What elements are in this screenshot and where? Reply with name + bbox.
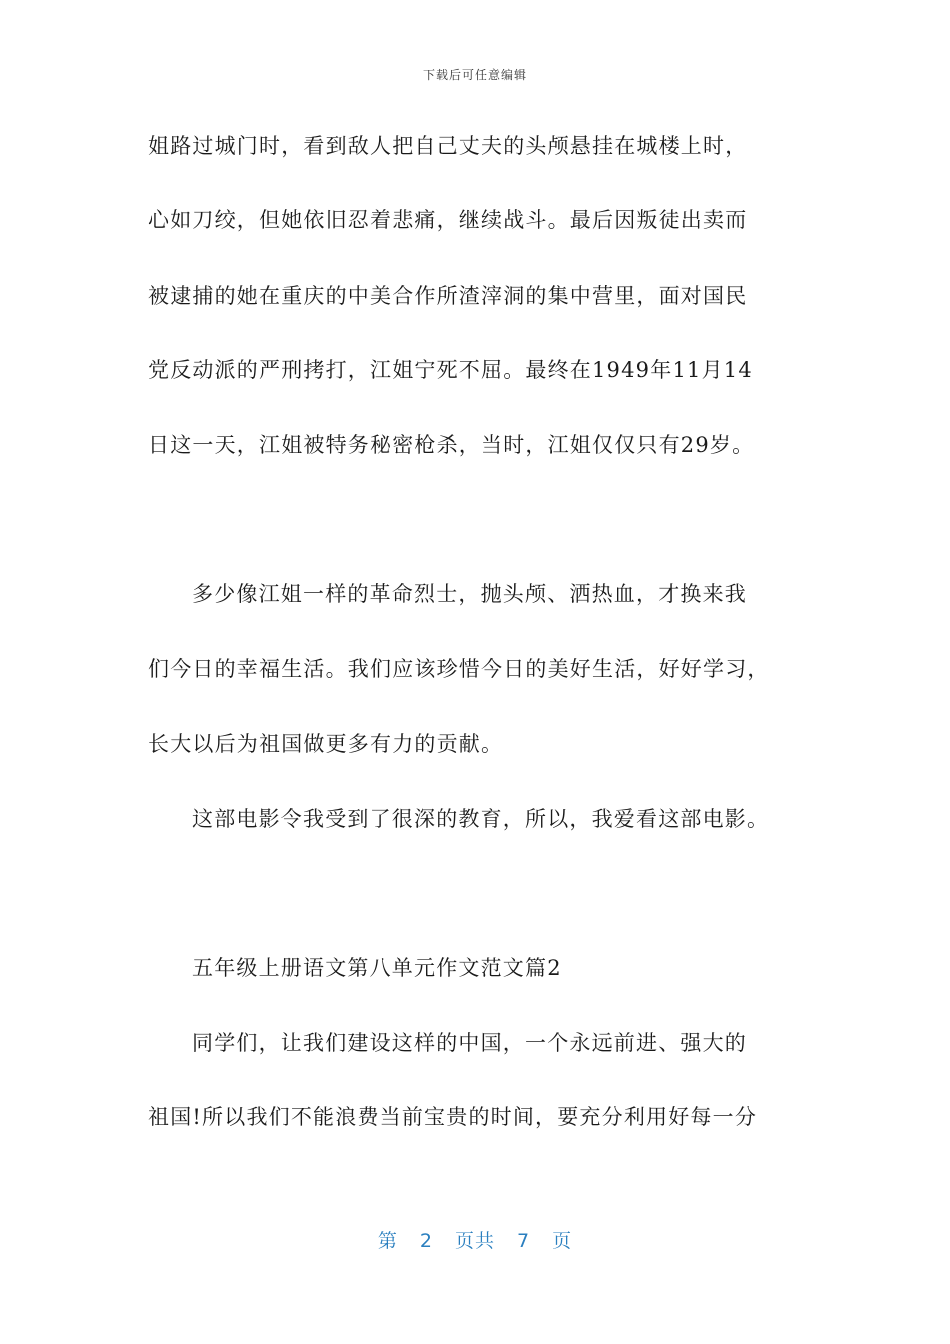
text-line: 祖国!所以我们不能浪费当前宝贵的时间，要充分利用好每一分	[148, 1105, 758, 1129]
footer-middle: 页共	[454, 1230, 495, 1252]
total-page-count: 7	[517, 1230, 531, 1252]
text-line: 姐路过城门时，看到敌人把自己丈夫的头颅悬挂在城楼上时，	[148, 134, 748, 158]
text-line: 党反动派的严刑拷打，江姐宁死不屈。最终在1949年11月14	[148, 358, 753, 382]
text-line: 日这一天，江姐被特务秘密枪杀，当时，江姐仅仅只有29岁。	[148, 433, 755, 457]
paragraph-start: 同学们，让我们建设这样的中国，一个永远前进、强大的	[192, 1031, 747, 1055]
section-heading: 五年级上册语文第八单元作文范文篇2	[192, 956, 562, 980]
footer-prefix: 第	[377, 1230, 398, 1252]
text-line: 们今日的幸福生活。我们应该珍惜今日的美好生活，好好学习，	[148, 657, 770, 681]
current-page-number: 2	[419, 1230, 433, 1252]
text-line: 被逮捕的她在重庆的中美合作所渣滓洞的集中营里，面对国民	[148, 284, 748, 308]
text-line: 长大以后为祖国做更多有力的贡献。	[148, 732, 504, 756]
paragraph-start: 这部电影令我受到了很深的教育，所以，我爱看这部电影。	[192, 807, 770, 831]
text-line: 心如刀绞，但她依旧忍着悲痛，继续战斗。最后因叛徒出卖而	[148, 208, 748, 232]
paragraph-start: 多少像江姐一样的革命烈士，抛头颅、洒热血，才换来我	[192, 582, 747, 606]
header-note: 下载后可任意编辑	[422, 68, 527, 82]
page-footer	[0, 1226, 950, 1253]
footer-suffix: 页	[552, 1230, 573, 1252]
